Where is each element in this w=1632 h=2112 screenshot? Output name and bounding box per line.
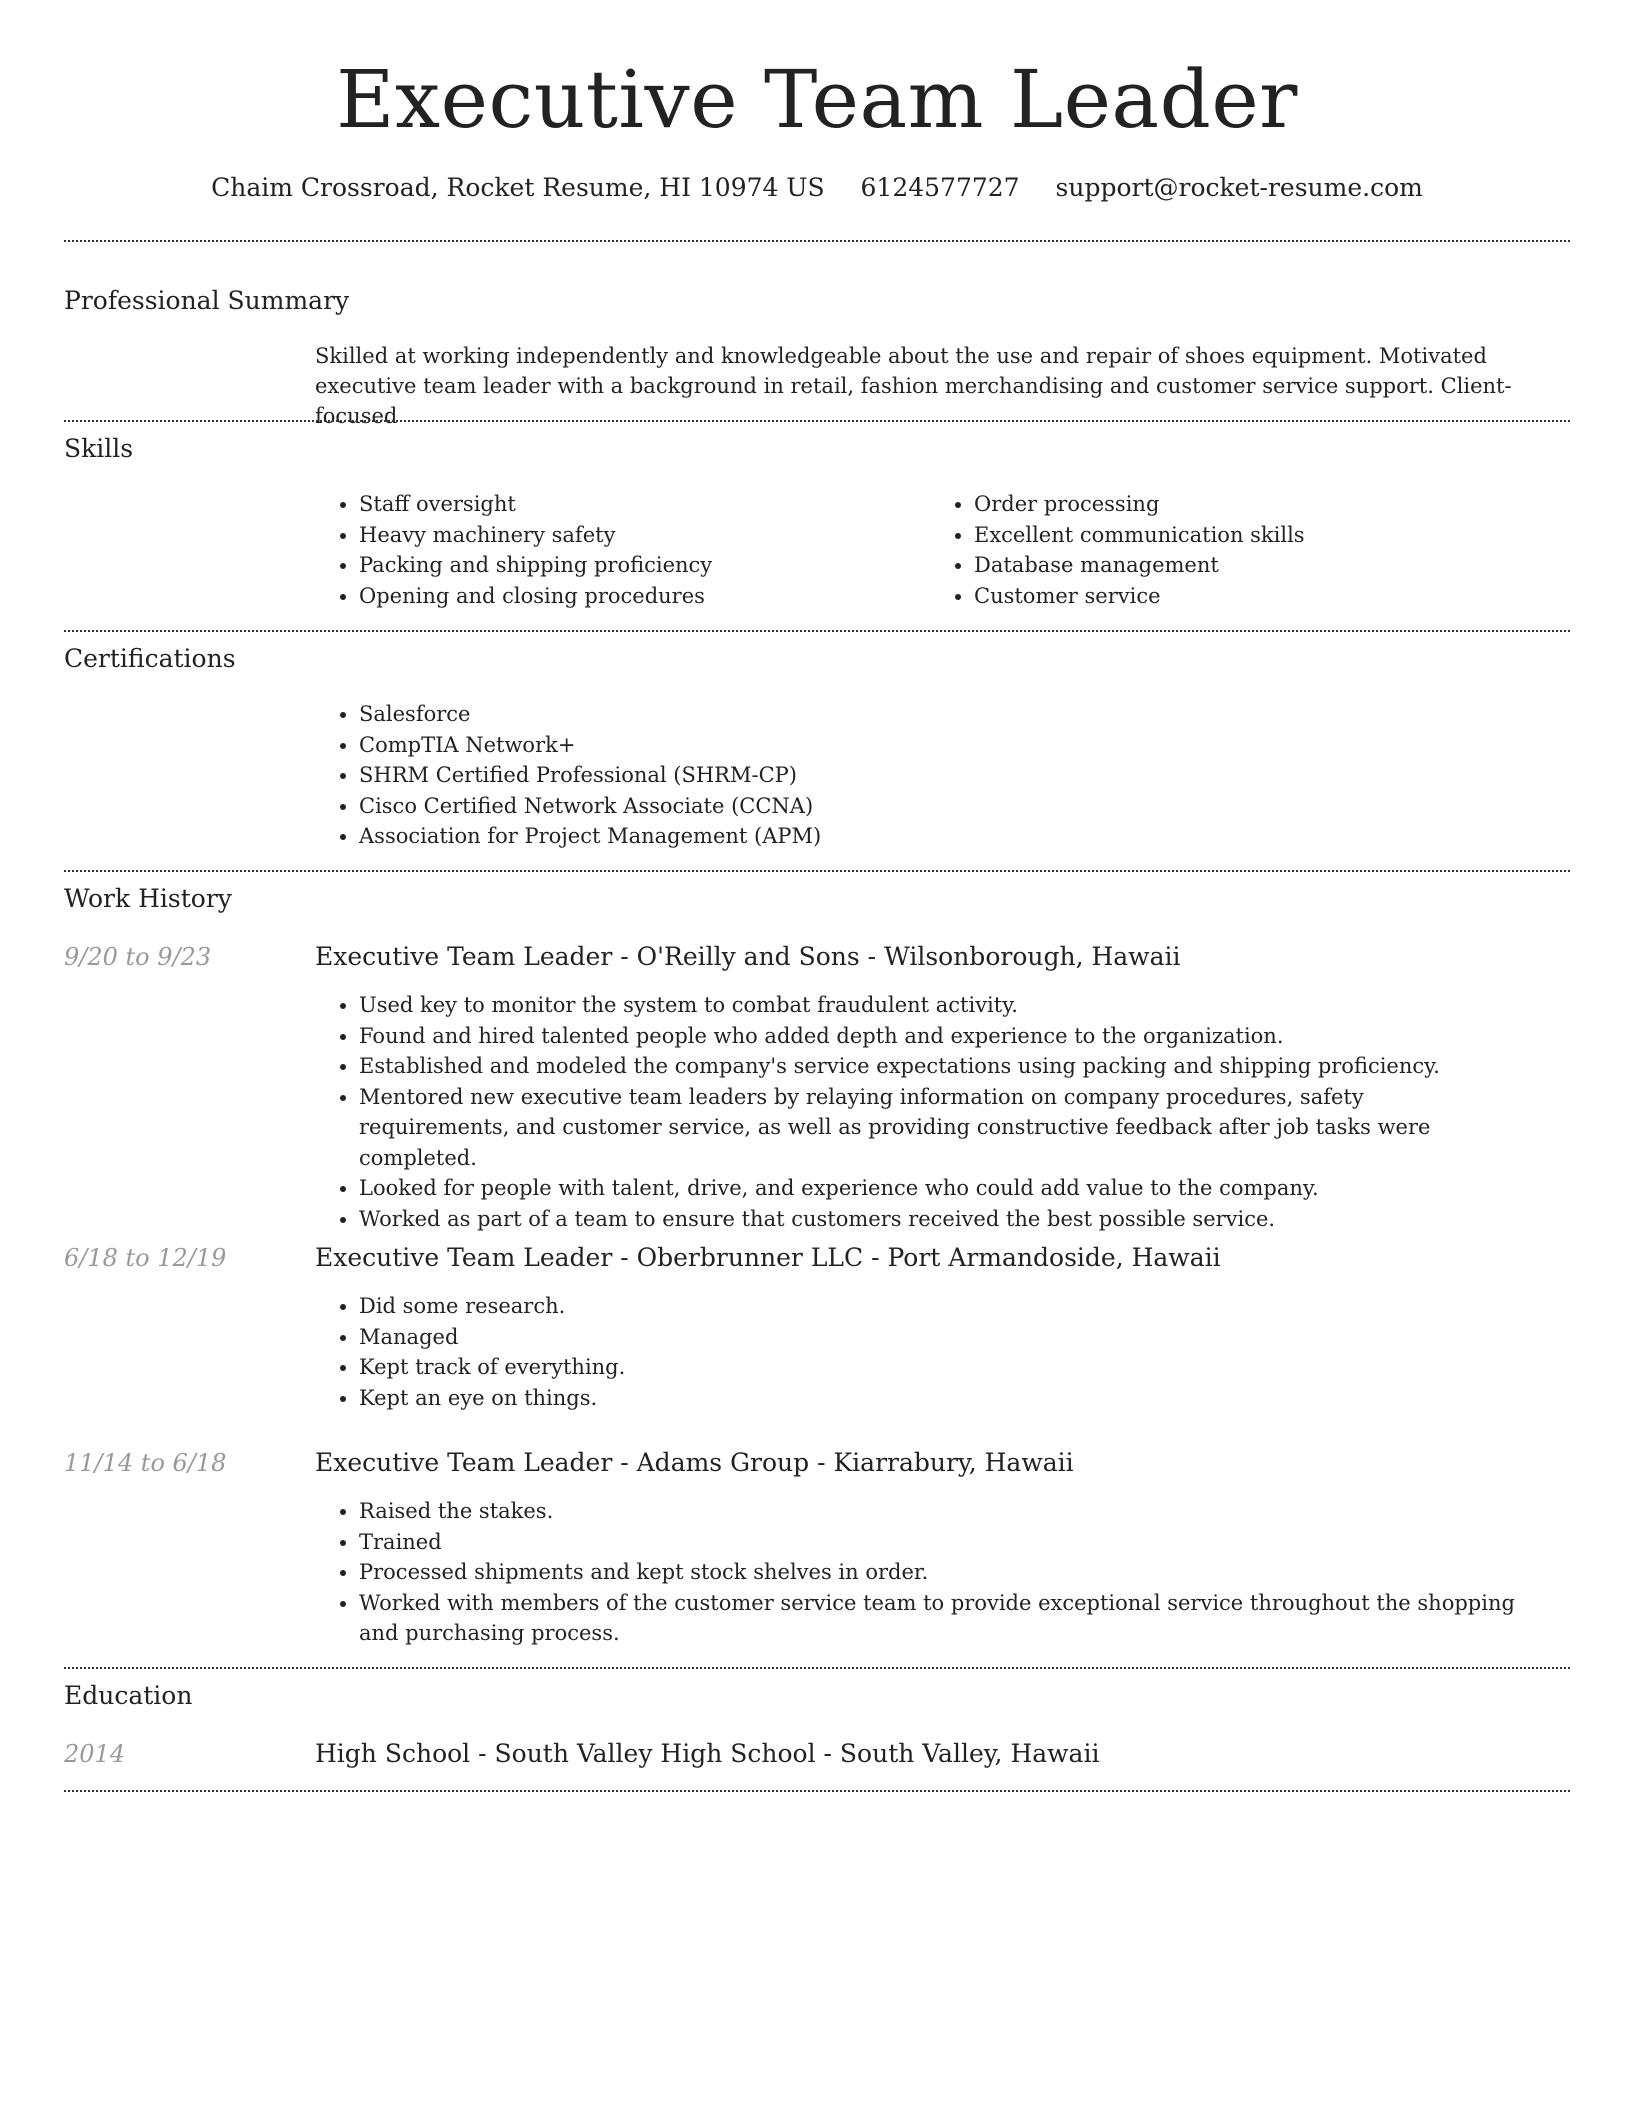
job-bullets — [315, 1496, 1515, 1649]
job-title: Executive Team Leader - Adams Group - Kiarrabury, Hawaii — [315, 1448, 1074, 1477]
divider — [64, 240, 1570, 242]
divider — [64, 630, 1570, 632]
list-item: • Cisco Certified Network Associate (CCNA) — [359, 791, 1515, 822]
job-bullets — [315, 1291, 1515, 1413]
resume-page — [64, 0, 1570, 2112]
work-history-heading: Work History — [64, 884, 232, 913]
list-item: • Kept track of everything. — [359, 1352, 1515, 1383]
list-item: • Association for Project Management (APM) — [359, 821, 1515, 852]
list-item: • Heavy machinery safety — [359, 520, 915, 551]
list-item: • CompTIA Network+ — [359, 730, 1515, 761]
list-item: • Used key to monitor the system to combat fraudulent activity. — [359, 990, 1515, 1021]
list-item: • Excellent communication skills — [974, 520, 1530, 551]
resume-title: Executive Team Leader — [336, 53, 1298, 146]
divider — [64, 1667, 1570, 1669]
contact-email: support@rocket-resume.com — [1055, 173, 1423, 202]
list-item: • SHRM Certified Professional (SHRM-CP) — [359, 760, 1515, 791]
list-item: • Customer service — [974, 581, 1530, 612]
list-item: • Processed shipments and kept stock shelves in order. — [359, 1557, 1515, 1588]
list-item: • Kept an eye on things. — [359, 1383, 1515, 1414]
list-item: • Salesforce — [359, 699, 1515, 730]
divider — [64, 1790, 1570, 1792]
job-bullets — [315, 990, 1515, 1234]
list-item: • Established and modeled the company's service expectations using packing and shipping proficiency. — [359, 1051, 1515, 1082]
list-item: • Trained — [359, 1527, 1515, 1558]
certifications-heading: Certifications — [64, 644, 236, 673]
summary-heading: Professional Summary — [64, 286, 350, 315]
job-dates: 6/18 to 12/19 — [64, 1244, 227, 1272]
certifications-list — [315, 699, 1515, 852]
list-item: • Worked as part of a team to ensure that customers received the best possible service. — [359, 1204, 1515, 1235]
list-item: • Opening and closing procedures — [359, 581, 915, 612]
list-item: • Did some research. — [359, 1291, 1515, 1322]
summary-text: Skilled at working independently and knowledgeable about the use and repair of shoes equipment. Motivated executive team leader with a background in retail, fashion merchandising and customer service support. Client-focused — [315, 344, 1512, 428]
education-year: 2014 — [64, 1740, 126, 1768]
list-item: • Mentored new executive team leaders by relaying information on company procedures, safety requirements, and customer service, as well as providing constructive feedback after job tasks were completed. — [359, 1082, 1515, 1174]
contact-line — [64, 170, 1570, 206]
job-dates: 9/20 to 9/23 — [64, 943, 212, 971]
skills-heading: Skills — [64, 434, 134, 463]
skills-right-column — [930, 489, 1530, 611]
education-entry: High School - South Valley High School - South Valley, Hawaii — [315, 1739, 1100, 1768]
education-heading: Education — [64, 1681, 193, 1710]
list-item: • Staff oversight — [359, 489, 915, 520]
list-item: • Order processing — [974, 489, 1530, 520]
job-title: Executive Team Leader - O'Reilly and Sons - Wilsonborough, Hawaii — [315, 942, 1181, 971]
job-dates: 11/14 to 6/18 — [64, 1449, 227, 1477]
contact-address: Chaim Crossroad, Rocket Resume, HI 10974 US — [211, 173, 825, 202]
list-item: • Packing and shipping proficiency — [359, 550, 915, 581]
contact-phone: 6124577727 — [860, 173, 1020, 202]
list-item: • Looked for people with talent, drive, and experience who could add value to the company. — [359, 1173, 1515, 1204]
list-item: • Database management — [974, 550, 1530, 581]
divider — [64, 870, 1570, 872]
list-item: • Found and hired talented people who added depth and experience to the organization. — [359, 1021, 1515, 1052]
divider — [64, 420, 1570, 422]
skills-left-column — [315, 489, 915, 611]
list-item: • Raised the stakes. — [359, 1496, 1515, 1527]
list-item: • Worked with members of the customer service team to provide exceptional service throughout the shopping and purchasing process. — [359, 1588, 1515, 1649]
list-item: • Managed — [359, 1322, 1515, 1353]
job-title: Executive Team Leader - Oberbrunner LLC - Port Armandoside, Hawaii — [315, 1243, 1221, 1272]
